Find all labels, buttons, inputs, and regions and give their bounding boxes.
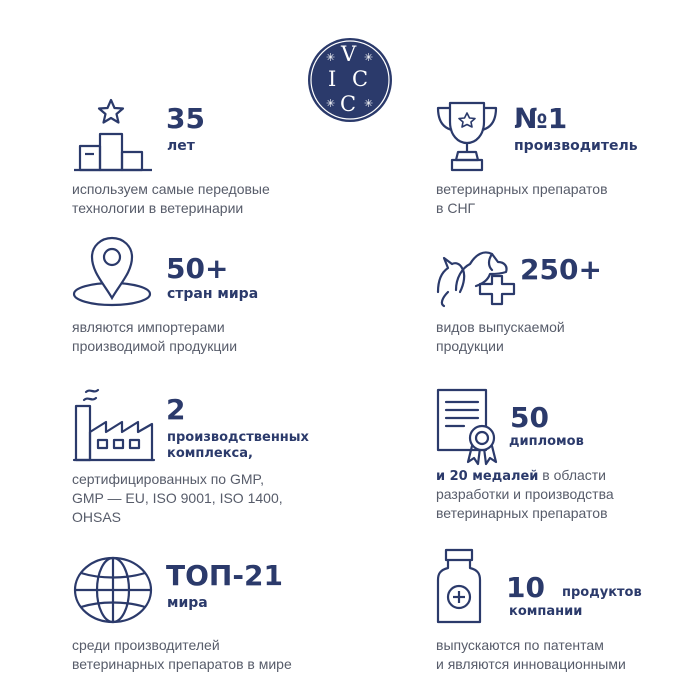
company-logo — [308, 38, 392, 122]
complexes-desc-line3: OHSAS — [72, 509, 122, 525]
globe-icon — [72, 555, 154, 625]
patents-value: 10 — [506, 571, 545, 604]
years-desc-line2: технологии в ветеринарии — [72, 200, 244, 216]
logo-letter: I — [328, 67, 337, 91]
countries-label: стран мира — [167, 286, 259, 302]
factory-icon — [72, 388, 156, 464]
complexes-label-line2: комплекса, — [167, 446, 253, 461]
countries-desc-line1: являются импортерами — [72, 319, 225, 335]
trophy-icon — [434, 100, 500, 174]
patents-desc-line2: и являются инновационными — [436, 656, 626, 672]
diplomas-desc-line2: разработки и производства — [436, 486, 614, 502]
rank-value: №1 — [514, 102, 568, 135]
rank-desc-line2: в СНГ — [436, 200, 476, 216]
certificate-icon — [436, 388, 498, 466]
complexes-value: 2 — [166, 393, 186, 426]
products-value: 250+ — [520, 253, 602, 286]
patents-label-line1: продуктов — [562, 585, 642, 600]
products-desc-line1: видов выпускаемой — [436, 319, 565, 335]
diplomas-desc-rest: в области — [538, 467, 607, 483]
rank-label: производитель — [514, 138, 638, 154]
logo-letter: V — [341, 42, 357, 66]
diplomas-label: дипломов — [509, 434, 584, 449]
complexes-label-line1: производственных — [167, 430, 309, 445]
top-value: ТОП-21 — [166, 559, 283, 592]
complexes-desc-line2: GMP — EU, ISO 9001, ISO 1400, — [72, 490, 283, 506]
diplomas-value: 50 — [510, 401, 549, 434]
complexes-desc-line1: сертифицированных по GMP, — [72, 471, 264, 487]
years-label: лет — [167, 138, 195, 154]
map-pin-icon — [72, 236, 154, 308]
podium-star-icon — [72, 98, 154, 176]
years-desc-line1: используем самые передовые — [72, 181, 270, 197]
diplomas-desc-line3: ветеринарных препаратов — [436, 505, 608, 521]
svg-text:✳: ✳ — [326, 51, 336, 64]
svg-text:✳: ✳ — [364, 51, 374, 64]
logo-letter: C — [352, 67, 369, 91]
countries-value: 50+ — [166, 252, 229, 285]
top-desc-line1: среди производителей — [72, 637, 220, 653]
rank-desc-line1: ветеринарных препаратов — [436, 181, 608, 197]
products-desc-line2: продукции — [436, 338, 504, 354]
svg-text:✳: ✳ — [326, 97, 336, 110]
countries-desc-line2: производимой продукции — [72, 338, 238, 354]
svg-text:✳: ✳ — [364, 97, 374, 110]
patents-label-line2: компании — [509, 604, 583, 619]
top-label: мира — [167, 595, 208, 611]
patents-desc-line1: выпускаются по патентам — [436, 637, 604, 653]
dog-cat-plus-icon — [434, 244, 518, 310]
diplomas-desc-line1 — [436, 466, 606, 486]
diplomas-medals: и 20 медалей — [436, 469, 539, 484]
logo-letter: C — [340, 92, 357, 116]
years-value: 35 — [166, 102, 205, 135]
top-desc-line2: ветеринарных препаратов в мире — [72, 656, 292, 672]
medicine-bottle-icon — [436, 548, 482, 626]
